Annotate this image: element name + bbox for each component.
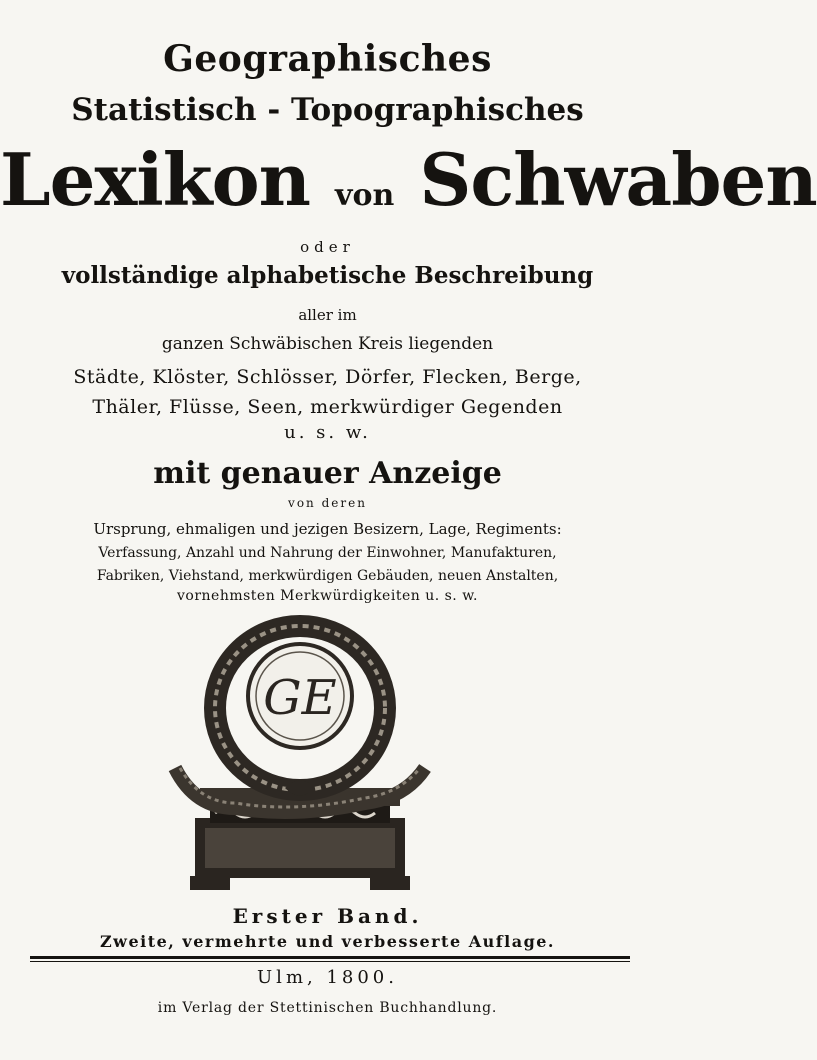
- ursprung-line: Ursprung, ehmaligen und jezigen Besizern, Lage, Regiments:: [93, 520, 562, 538]
- title-line-3: [0, 135, 817, 241]
- thaeler-line: Thäler, Flüsse, Seen, merkwürdiger Gegenden: [92, 396, 563, 418]
- vornehmsten-line: vornehmsten Merkwürdigkeiten u. s. w.: [177, 588, 478, 604]
- place-date-line: Ulm, 1800.: [257, 967, 398, 988]
- ganzen-kreis-text: ganzen Schwäbischen Kreis liegenden: [161, 334, 494, 354]
- staedte-line: Städte, Klöster, Schlösser, Dörfer, Flecken, Berge,: [73, 366, 582, 388]
- title-line-2: Statistisch - Topographisches: [71, 92, 584, 128]
- edition-line: Zweite, vermehrte und verbesserte Auflage.: [99, 932, 555, 951]
- mit-genauer-anzeige: mit genauer Anzeige: [153, 456, 502, 491]
- oder-text: oder: [300, 238, 355, 256]
- publisher-line: im Verlag der Stettinischen Buchhandlung.: [157, 1000, 498, 1016]
- von-deren-text: von deren: [288, 496, 367, 510]
- title-word-schwaben: Schwaben: [419, 137, 817, 222]
- divider-rule-thin: [30, 961, 630, 962]
- verfassung-line: Verfassung, Anzahl und Nahrung der Einwohner, Manufakturen,: [98, 545, 557, 561]
- wreath-monogram-pedestal-icon: [165, 618, 435, 898]
- volume-line: Erster Band.: [232, 904, 423, 928]
- aller-im-text: aller im: [298, 306, 357, 324]
- divider-rule: [30, 956, 630, 959]
- title-word-von: von: [335, 178, 395, 213]
- monogram-text: GE: [263, 670, 337, 726]
- usw-line: u. s. w.: [284, 422, 371, 443]
- fabriken-line: Fabriken, Viehstand, merkwürdigen Gebäuden, neuen Anstalten,: [96, 568, 559, 584]
- title-line-1: Geographisches: [163, 38, 492, 80]
- title-word-lexikon: Lexikon: [0, 137, 310, 222]
- subtitle: vollständige alphabetische Beschreibung: [61, 262, 594, 289]
